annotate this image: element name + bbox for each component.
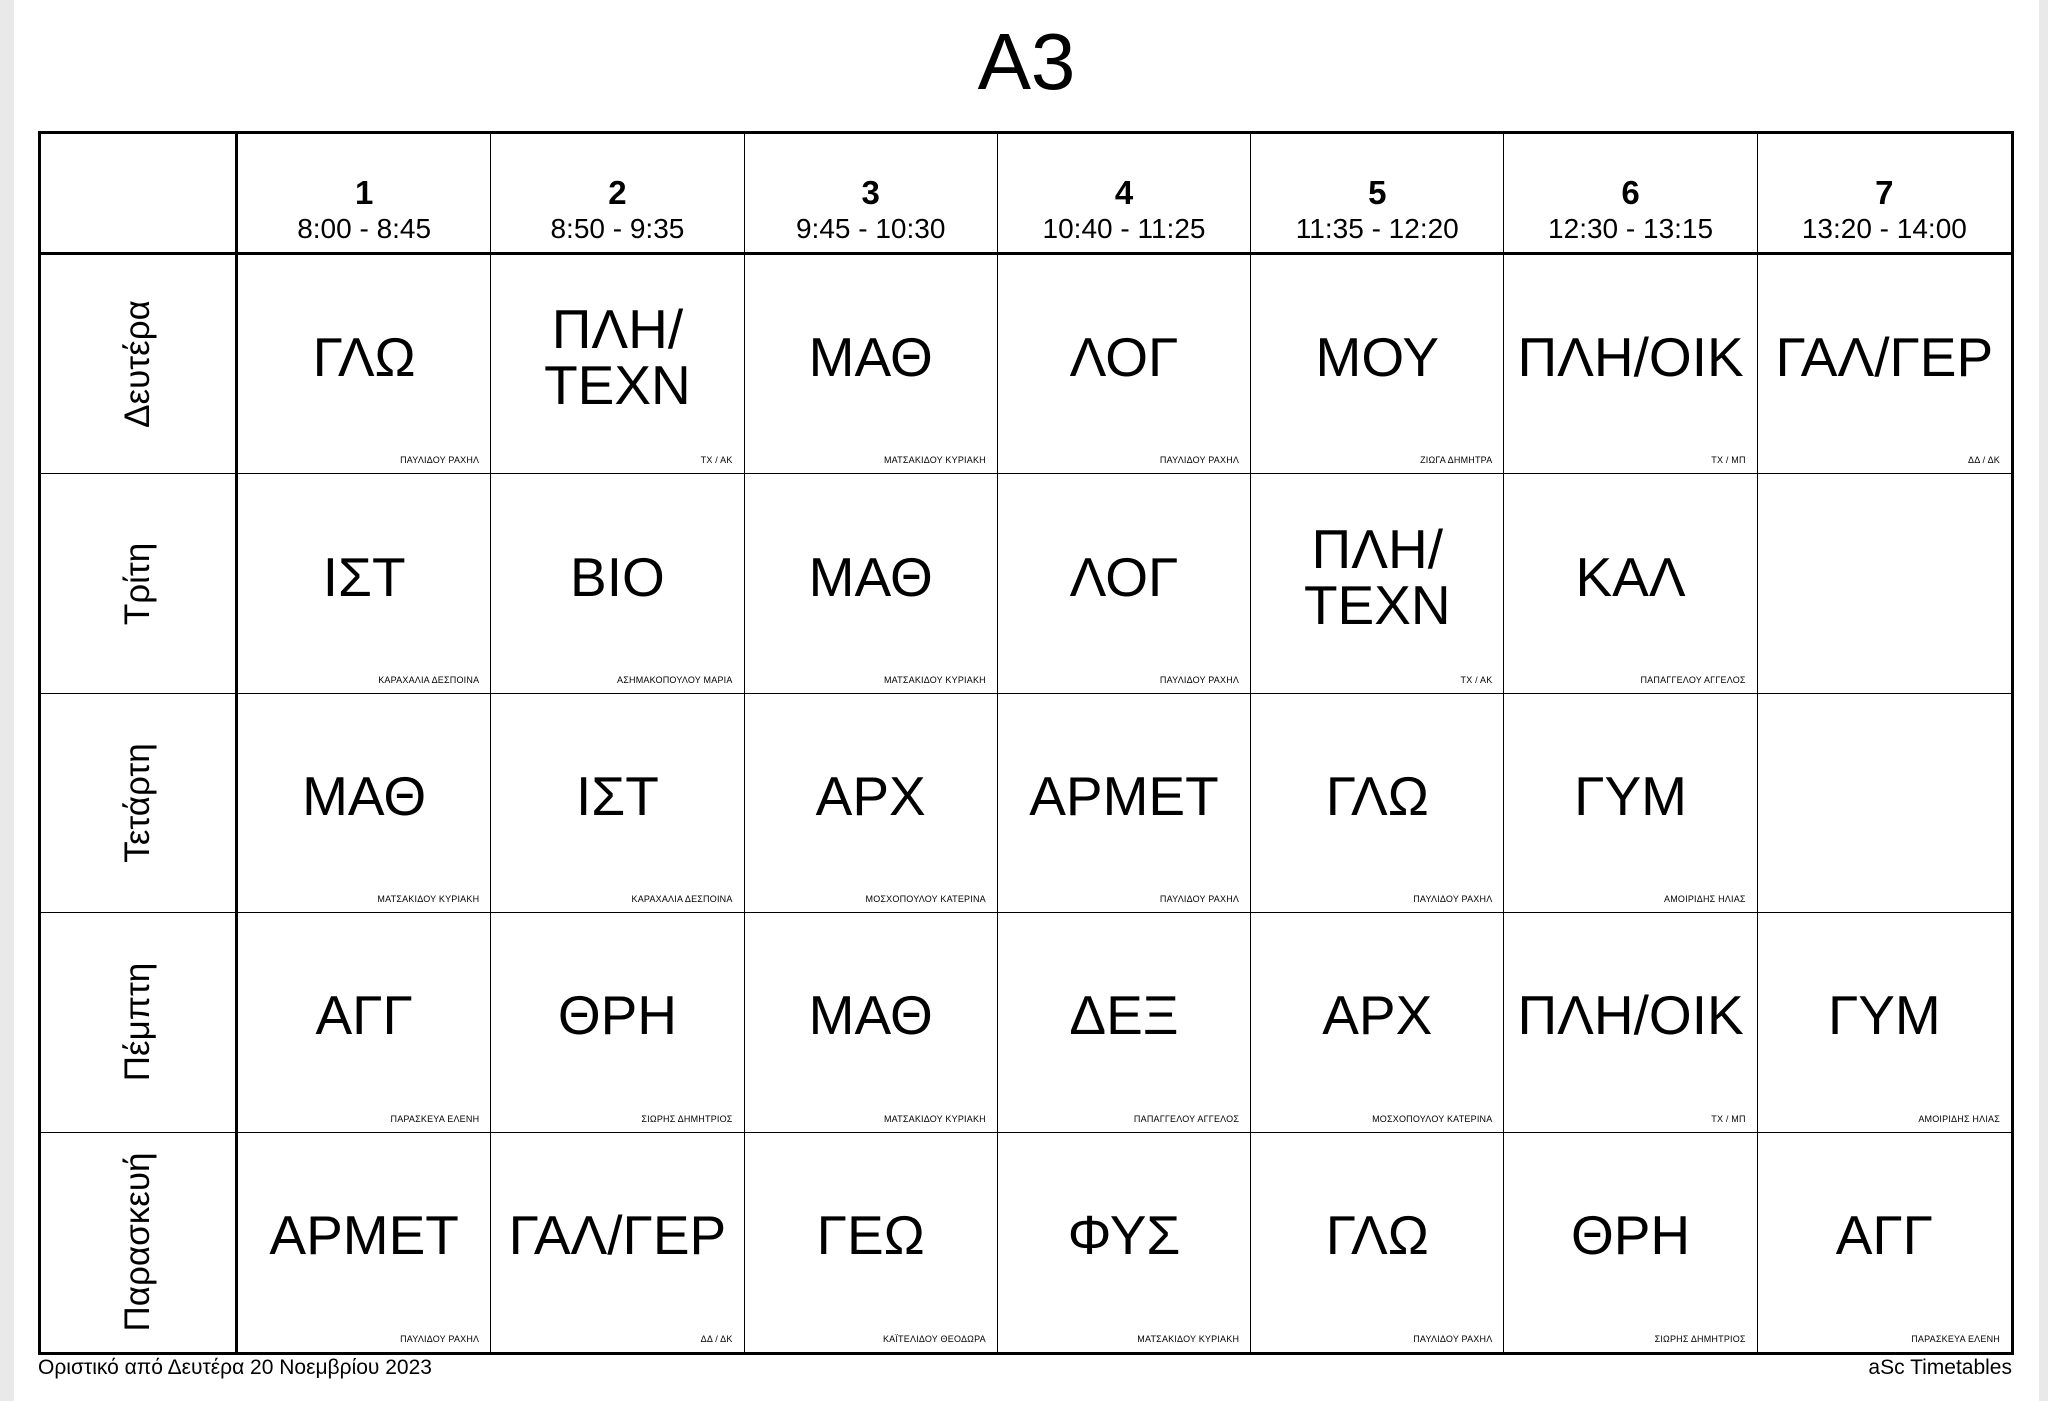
footer-brand: aSc Timetables (1868, 1356, 2012, 1379)
subject-code: ΑΡΧ (815, 764, 926, 827)
teacher-name: ΤΧ / ΜΠ (1711, 1113, 1746, 1124)
subject-code: ΜΟΥ (1315, 326, 1440, 389)
subject-code: ΠΛΗ/ΟΙΚ (1517, 984, 1744, 1047)
subject-code: ΑΡΜΕΤ (269, 1204, 459, 1267)
subject-code: ΜΑΘ (302, 764, 427, 827)
teacher-name: ΣΙΩΡΗΣ ΔΗΜΗΤΡΙΟΣ (641, 1113, 733, 1124)
subject-code: ΜΑΘ (808, 326, 933, 389)
period-number: 5 (1368, 174, 1387, 211)
subject-code: ΑΡΜΕΤ (1029, 764, 1219, 827)
lesson-cell (1758, 913, 2011, 1132)
lesson-cell (998, 255, 1251, 474)
teacher-name: ΚΑΪΤΕΛΙΔΟΥ ΘΕΟΔΩΡΑ (882, 1333, 986, 1344)
lesson-cell (491, 694, 744, 913)
teacher-name: ΠΑΥΛΙΔΟΥ ΡΑΧΗΛ (1413, 1333, 1493, 1344)
lesson-cell (491, 255, 744, 474)
lesson-cell (1251, 694, 1504, 913)
teacher-name: ΔΔ / ΔΚ (1968, 455, 2000, 466)
teacher-name: ΑΜΟΙΡΙΔΗΣ ΗΛΙΑΣ (1918, 1113, 2000, 1124)
day-name: Δευτέρα (118, 300, 157, 429)
subject-code: ΓΕΩ (816, 1204, 925, 1267)
lesson-cell (1251, 474, 1504, 693)
lesson-cell (998, 474, 1251, 693)
lesson-cell (1758, 255, 2011, 474)
lesson-cell (745, 474, 998, 693)
period-number: 3 (861, 174, 880, 211)
lesson-cell (1758, 474, 2011, 693)
teacher-name: ΠΑΥΛΙΔΟΥ ΡΑΧΗΛ (1159, 894, 1240, 905)
day-name: Τρίτη (118, 542, 157, 625)
teacher-name: ΠΑΥΛΙΔΟΥ ΡΑΧΗΛ (400, 1333, 480, 1344)
subject-code: ΔΕΞ (1069, 984, 1179, 1047)
subject-code: ΜΑΘ (808, 984, 933, 1047)
teacher-name: ΤΧ / ΑΚ (1460, 674, 1493, 685)
period-header (1251, 134, 1504, 255)
day-header (41, 913, 238, 1132)
lesson-cell (238, 694, 491, 913)
period-number: 2 (608, 174, 627, 211)
subject-code: ΒΙΟ (570, 545, 665, 608)
subject-code: ΠΛΗ/ΟΙΚ (1517, 326, 1744, 389)
period-header (745, 134, 998, 255)
subject-code: ΛΟΓ (1069, 326, 1179, 389)
teacher-name: ΚΑΡΑΧΑΛΙΑ ΔΕΣΠΟΙΝΑ (378, 674, 480, 685)
lesson-cell (491, 474, 744, 693)
lesson-cell (998, 1133, 1251, 1352)
teacher-name: ΠΑΥΛΙΔΟΥ ΡΑΧΗΛ (400, 455, 480, 466)
teacher-name: ΠΑΥΛΙΔΟΥ ΡΑΧΗΛ (1159, 674, 1240, 685)
teacher-name: ΜΑΤΣΑΚΙΔΟΥ ΚΥΡΙΑΚΗ (377, 894, 480, 905)
lesson-cell (1251, 913, 1504, 1132)
teacher-name: ΠΑΥΛΙΔΟΥ ΡΑΧΗΛ (1159, 455, 1240, 466)
teacher-name: ΜΟΣΧΟΠΟΥΛΟΥ ΚΑΤΕΡΙΝΑ (1372, 1113, 1493, 1124)
corner-cell (41, 134, 238, 255)
teacher-name: ΤΧ / ΑΚ (700, 455, 733, 466)
period-header (491, 134, 744, 255)
period-header (238, 134, 491, 255)
period-time: 8:00 - 8:45 (297, 213, 432, 244)
period-number: 7 (1875, 174, 1894, 211)
period-number: 1 (354, 174, 374, 211)
period-header (998, 134, 1251, 255)
subject-code: ΙΣΤ (575, 764, 659, 827)
page-title: A3 (977, 17, 1076, 106)
teacher-name: ΔΔ / ΔΚ (700, 1333, 733, 1344)
lesson-cell (238, 1133, 491, 1352)
teacher-name: ΑΣΗΜΑΚΟΠΟΥΛΟΥ ΜΑΡΙΑ (617, 674, 733, 685)
teacher-name: ΠΑΠΑΓΓΕΛΟΥ ΑΓΓΕΛΟΣ (1640, 674, 1746, 685)
teacher-name: ΜΑΤΣΑΚΙΔΟΥ ΚΥΡΙΑΚΗ (1137, 1333, 1240, 1344)
subject-code: ΓΛΩ (312, 326, 416, 389)
period-time: 9:45 - 10:30 (795, 213, 946, 244)
day-header (41, 255, 238, 474)
subject-code: ΓΛΩ (1325, 1204, 1429, 1267)
period-number: 6 (1621, 174, 1640, 211)
period-time: 8:50 - 9:35 (550, 213, 685, 244)
teacher-name: ΜΑΤΣΑΚΙΔΟΥ ΚΥΡΙΑΚΗ (883, 674, 986, 685)
teacher-name: ΠΑΡΑΣΚΕΥΑ ΕΛΕΝΗ (390, 1113, 480, 1124)
subject-code: ΓΛΩ (1325, 764, 1429, 827)
lesson-cell (745, 1133, 998, 1352)
teacher-name: ΜΑΤΣΑΚΙΔΟΥ ΚΥΡΙΑΚΗ (883, 1113, 986, 1124)
teacher-name: ΠΑΥΛΙΔΟΥ ΡΑΧΗΛ (1413, 894, 1493, 905)
subject-code: ΠΛΗ/ ΤΕΧΝ (1303, 517, 1451, 636)
day-header (41, 1133, 238, 1352)
period-number: 4 (1114, 174, 1134, 211)
subject-code: ΘΡΗ (557, 984, 678, 1047)
teacher-name: ΠΑΠΑΓΓΕΛΟΥ ΑΓΓΕΛΟΣ (1133, 1113, 1240, 1124)
lesson-cell (491, 913, 744, 1132)
lesson-cell (1251, 255, 1504, 474)
period-time: 12:30 - 13:15 (1548, 213, 1714, 244)
day-name: Τετάρτη (118, 743, 157, 863)
subject-code: ΑΓΓ (1835, 1204, 1933, 1267)
subject-code: ΛΟΓ (1069, 545, 1179, 608)
lesson-cell (1504, 694, 1757, 913)
period-time: 11:35 - 12:20 (1295, 213, 1459, 244)
teacher-name: ΜΟΣΧΟΠΟΥΛΟΥ ΚΑΤΕΡΙΝΑ (865, 894, 986, 905)
subject-code: ΓΑΛ/ΓΕΡ (508, 1204, 727, 1267)
lesson-cell (1758, 1133, 2011, 1352)
lesson-cell (238, 255, 491, 474)
period-time: 13:20 - 14:00 (1801, 213, 1967, 244)
lesson-cell (745, 694, 998, 913)
subject-code: ΘΡΗ (1570, 1204, 1691, 1267)
day-name: Πέμπτη (118, 963, 157, 1082)
lesson-cell (1504, 913, 1757, 1132)
lesson-cell (1758, 694, 2011, 913)
lesson-cell (998, 913, 1251, 1132)
lesson-cell (998, 694, 1251, 913)
period-time: 10:40 - 11:25 (1042, 213, 1206, 244)
teacher-name: ΣΙΩΡΗΣ ΔΗΜΗΤΡΙΟΣ (1654, 1333, 1746, 1344)
lesson-cell (238, 474, 491, 693)
subject-code: ΜΑΘ (808, 545, 933, 608)
teacher-name: ΜΑΤΣΑΚΙΔΟΥ ΚΥΡΙΑΚΗ (883, 455, 986, 466)
teacher-name: ΖΙΩΓΑ ΔΗΜΗΤΡΑ (1420, 455, 1493, 466)
subject-code: ΓΥΜ (1827, 984, 1941, 1047)
subject-code: ΠΛΗ/ ΤΕΧΝ (544, 298, 691, 417)
teacher-name: ΚΑΡΑΧΑΛΙΑ ΔΕΣΠΟΙΝΑ (631, 894, 733, 905)
lesson-cell (745, 913, 998, 1132)
day-name: Παρασκευή (118, 1152, 157, 1332)
teacher-name: ΠΑΡΑΣΚΕΥΑ ΕΛΕΝΗ (1911, 1333, 2000, 1344)
footer-validity-note: Οριστικό από Δευτέρα 20 Νοεμβρίου 2023 (38, 1356, 432, 1379)
subject-code: ΑΡΧ (1322, 984, 1433, 1047)
lesson-cell (238, 913, 491, 1132)
subject-code: ΓΥΜ (1574, 764, 1687, 827)
lesson-cell (745, 255, 998, 474)
timetable-page (14, 0, 2039, 1401)
timetable-grid (38, 131, 2014, 1355)
teacher-name: ΑΜΟΙΡΙΔΗΣ ΗΛΙΑΣ (1664, 894, 1746, 905)
day-header (41, 694, 238, 913)
lesson-cell (1251, 1133, 1504, 1352)
subject-code: ΑΓΓ (315, 984, 413, 1047)
subject-code: ΚΑΛ (1575, 545, 1686, 608)
period-header (1758, 134, 2011, 255)
subject-code: ΓΑΛ/ΓΕΡ (1775, 326, 1994, 389)
lesson-cell (1504, 255, 1757, 474)
lesson-cell (1504, 1133, 1757, 1352)
lesson-cell (1504, 474, 1757, 693)
subject-code: ΙΣΤ (322, 545, 406, 608)
teacher-name: ΤΧ / ΜΠ (1711, 455, 1746, 466)
period-header (1504, 134, 1757, 255)
subject-code: ΦΥΣ (1067, 1204, 1181, 1267)
lesson-cell (491, 1133, 744, 1352)
day-header (41, 474, 238, 693)
